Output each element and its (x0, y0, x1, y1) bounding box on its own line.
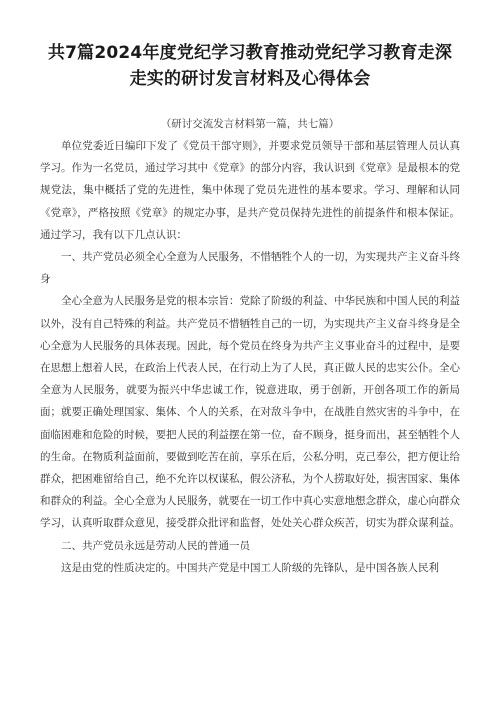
body-paragraph: 全心全意为人民服务是党的根本宗旨：党除了阶级的利益、中华民族和中国人民的利益以外，没有自己特殊的利益。共产党员不惜牺牲自己的一切，为实现共产主义奋斗终身是全心全意为人民服务的具体表现。因此，每个党员在终身为共产主义事业奋斗的过程中，是要在思想上想着人民，在政治上代表人民，在行动上为了人民，真正做人民的忠实公仆。全心全意为人民服务，就要为振兴中华忠诚工作，锐意进取，勇于创新，开创各项工作的新局面；就要正确处理国家、集体、个人的关系，在对敌斗争中，在战胜自然灾害的斗争中，在面临困难和危险的时候，要把人民的利益摆在第一位，奋不顾身，挺身而出，甚至牺牲个人的生命。在物质利益面前，要做到吃苦在前，享乐在后，公私分明，克己奉公，把方便让给群众，把困难留给自己，绝不允许以权谋私，假公济私，为个人捞取好处，损害国家、集体和群众的利益。全心全意为人民服务，就要在一切工作中真心实意地想念群众，虚心向群众学习，认真听取群众意见，接受群众批评和监督，处处关心群众疾苦，切实为群众谋利益。 (40, 295, 460, 530)
section-heading: 二、共产党员永远是劳动人民的普通一员 (61, 539, 250, 552)
body-paragraph: 单位党委近日编印下发了《党员干部守则》，并要求党员领导干部和基层管理人员认真学习。作为一名党员，通过学习其中《党章》的部分内容，我认识到《党章》是最根本的党规党法，集中概括了党的先进性，集中体现了党员先进性的基本要求。学习、理解和认同《党章》，严格按照《党章》的规定办事，是共产党员保持先进性的前提条件和根本保证。通过学习，我有以下几点认识： (40, 140, 460, 241)
body-paragraph: 这是由党的性质决定的。中国共产党是中国工人阶级的先锋队，是中国各族人民利 (61, 561, 439, 574)
document-title: 共7篇2024年度党纪学习教育推动党纪学习教育走深走实的研讨发言材料及心得体会 (47, 43, 453, 89)
section-heading: 一、共产党员必须全心全意为人民服务，不惜牺牲个人的一切，为实现共产主义奋斗终身 (40, 251, 460, 286)
document-body (40, 135, 460, 579)
document-subtitle: （研讨交流发言材料第一篇，共七篇） (160, 118, 340, 130)
